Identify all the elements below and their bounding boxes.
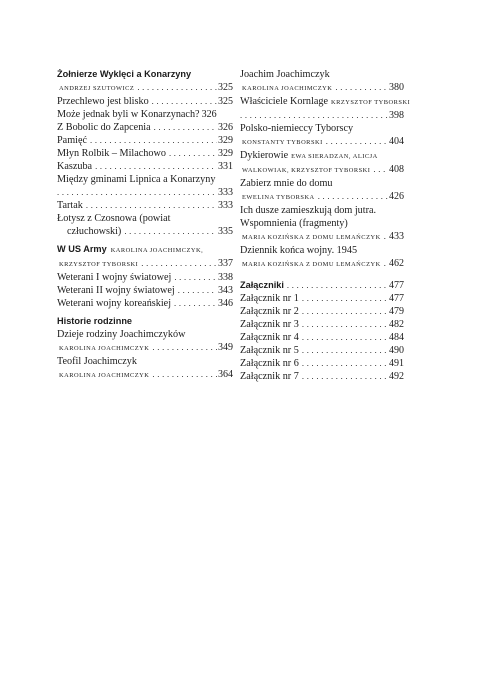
toc-entry[interactable] [240,318,404,331]
entry-title: Łotysz z Czosnowa (powiat [57,213,171,224]
toc-entry-continuation[interactable] [240,163,404,177]
entry-title: Weterani wojny koreańskiej [57,298,172,309]
page-number: 364 [218,369,233,380]
leader-dots [152,368,217,381]
toc-entry[interactable] [240,177,404,190]
entry-title-continued: Wspomnienia (fragmenty) [240,218,348,229]
entry-title: Załącznik nr 1 [240,293,299,304]
section-title: Załączniki [240,280,284,290]
toc-entry-continuation[interactable] [240,135,404,149]
entry-title: Polsko-niemieccy Tyborscy [240,123,354,134]
entry-title: Załącznik nr 6 [240,358,299,369]
page-number: 404 [389,136,404,147]
toc-entry[interactable] [240,331,404,344]
toc-entry-continuation[interactable] [57,257,233,271]
leader-dots [174,271,217,284]
page-number: 349 [218,342,233,353]
toc-entry[interactable] [57,173,233,186]
toc-entry[interactable] [57,81,233,95]
toc-entry-continuation[interactable] [57,368,233,382]
entry-title: Zabierz mnie do domu [240,178,333,189]
entry-title: Przechlewo jest blisko [57,96,149,107]
entry-author: EWELINA TYBORSKA [242,194,315,201]
page-number: 329 [218,135,233,146]
toc-entry[interactable] [57,95,233,108]
entry-author: KAROLINA JOACHIMCZYK [59,345,150,352]
page-number: 325 [218,96,233,107]
toc-entry-continuation[interactable] [240,257,404,271]
page-number: 477 [389,280,404,291]
page-number: 479 [389,306,404,317]
toc-entry[interactable] [57,121,233,134]
entry-author: KRZYSZTOF TYBORSKI [330,99,411,106]
toc-entry[interactable] [57,297,233,310]
leader-dots [152,95,217,108]
toc-entry[interactable] [57,212,233,225]
leader-dots [174,297,217,310]
toc-entry[interactable] [240,68,404,81]
page-number: 335 [218,226,233,237]
entry-author: KAROLINA JOACHIMCZYK [242,85,333,92]
toc-entry[interactable] [57,284,233,297]
toc-entry-continuation[interactable] [57,186,233,199]
page-number: 408 [389,164,404,175]
leader-dots [335,81,388,94]
entry-title: Dykierowie [240,150,289,161]
page-number: 462 [389,258,404,269]
entry-title: Może jednak byli w Konarzynach? [57,109,200,120]
toc-entry-continuation[interactable] [240,81,404,95]
leader-dots [141,257,217,270]
toc-entry[interactable] [240,357,404,370]
leader-dots [137,81,217,94]
page-number: 333 [218,200,233,211]
toc-right-column [240,68,411,383]
leader-dots [302,331,388,344]
toc-entry[interactable] [57,134,233,147]
page-number: 398 [389,110,404,121]
toc-entry[interactable] [57,108,233,121]
toc-entry[interactable] [240,305,404,318]
page-number: 331 [218,161,233,172]
toc-entry[interactable] [240,244,404,257]
entry-title: Joachim Joachimczyk [240,69,330,80]
page-number: 492 [389,371,404,382]
leader-dots [178,284,217,297]
leader-dots [57,186,217,199]
toc-entry-continuation[interactable] [240,230,404,244]
toc-entry-continuation[interactable] [240,190,404,204]
section-title: Żołnierze Wyklęci a Konarzyny [57,69,192,79]
entry-title: Tartak [57,200,83,211]
entry-title-continued: człuchowski) [67,226,122,237]
leader-dots [287,279,388,292]
entry-author: WALKOWIAK, KRZYSZTOF TYBORSKI [242,167,371,174]
leader-dots [240,109,388,122]
page-number: 433 [389,231,404,242]
entry-title: Weterani I wojny światowej [57,272,172,283]
toc-left-column [57,68,233,382]
page-number: 325 [218,82,233,93]
page-number: 346 [218,298,233,309]
toc-entry-continuation[interactable] [240,217,404,230]
page-number: 491 [389,358,404,369]
entry-title: Między gminami Lipnica a Konarzyny [57,174,216,185]
entry-title: Dzieje rodziny Joachimczyków [57,329,186,340]
leader-dots [326,135,388,148]
toc-entry-continuation[interactable] [57,341,233,355]
toc-entry[interactable] [57,271,233,284]
leader-dots [384,257,388,270]
leader-dots [152,341,217,354]
toc-entry[interactable] [240,204,404,217]
entry-title: Załącznik nr 2 [240,306,299,317]
entry-author: EWA SIERADZAN, ALICJA [291,153,378,160]
toc-entry[interactable] [57,147,233,160]
page-number: 426 [389,191,404,202]
entry-author: KRZYSZTOF TYBORSKI [59,261,139,268]
toc-entry-continuation[interactable] [57,225,233,238]
toc-entry-continuation[interactable] [240,109,404,122]
entry-title: Dziennik końca wojny. 1945 [240,245,358,256]
leader-dots [154,121,217,134]
entry-title: Z Bobolic do Zapcenia [57,122,151,133]
leader-dots [318,190,388,203]
page-number: 333 [218,187,233,198]
leader-dots [124,225,217,238]
section-title: Historie rodzinne [57,316,133,326]
leader-dots [302,292,388,305]
entry-title: Ich dusze zamieszkują dom jutra. [240,205,377,216]
toc-entry[interactable] [57,199,233,212]
toc-section-heading[interactable] [240,279,404,292]
toc-section-heading[interactable] [57,68,233,81]
page-number: 490 [389,345,404,356]
entry-author: MARIA KOZIŃSKA Z DOMU LEMAŃCZYK [242,261,381,268]
entry-author: MARIA KOZIŃSKA Z DOMU LEMAŃCZYK [242,234,381,241]
toc-section-heading[interactable] [57,315,233,328]
leader-dots [302,357,388,370]
leader-dots [302,318,388,331]
toc-entry[interactable] [57,355,233,368]
leader-dots [86,199,217,212]
entry-title: Załącznik nr 7 [240,371,299,382]
toc-entry[interactable] [57,328,233,341]
toc-entry[interactable] [57,160,233,173]
toc-entry[interactable] [240,95,411,109]
toc-section-heading[interactable] [57,243,233,257]
leader-dots [302,344,388,357]
leader-dots [169,147,217,160]
entry-title: Kaszuba [57,161,93,172]
entry-title: Właściciele Kornlage [240,96,328,107]
entry-author: KAROLINA JOACHIMCZYK, [110,247,204,254]
page-number: 380 [389,82,404,93]
toc-entry[interactable] [240,292,404,305]
page-number: 326 [218,122,233,133]
leader-dots [302,305,388,318]
entry-author: ANDRZEJ SZUTOWICZ [59,85,135,92]
leader-dots [95,160,217,173]
toc-entry[interactable] [240,122,404,135]
section-title: W US Army [57,244,107,254]
toc-entry[interactable] [240,370,404,383]
toc-entry[interactable] [240,344,404,357]
page-number: 343 [218,285,233,296]
entry-title: Załącznik nr 4 [240,332,299,343]
entry-title: Teofil Joachimczyk [57,356,137,367]
page-number: 482 [389,319,404,330]
page-number: 337 [218,258,233,269]
entry-title: Załącznik nr 5 [240,345,299,356]
leader-dots [302,370,388,383]
entry-title: Pamięć [57,135,87,146]
entry-title: Młyn Rolbik – Milachowo [57,148,166,159]
page-number: 484 [389,332,404,343]
entry-title: Załącznik nr 3 [240,319,299,330]
page-number: 329 [218,148,233,159]
page-number: 326 [201,109,217,120]
leader-dots [373,163,388,176]
leader-dots [90,134,217,147]
entry-author: KONSTANTY TYBORSKI [242,139,323,146]
leader-dots [384,230,388,243]
entry-title: Weterani II wojny światowej [57,285,175,296]
page-number: 338 [218,272,233,283]
page-number: 477 [389,293,404,304]
toc-entry[interactable] [240,149,404,163]
entry-author: KAROLINA JOACHIMCZYK [59,372,150,379]
